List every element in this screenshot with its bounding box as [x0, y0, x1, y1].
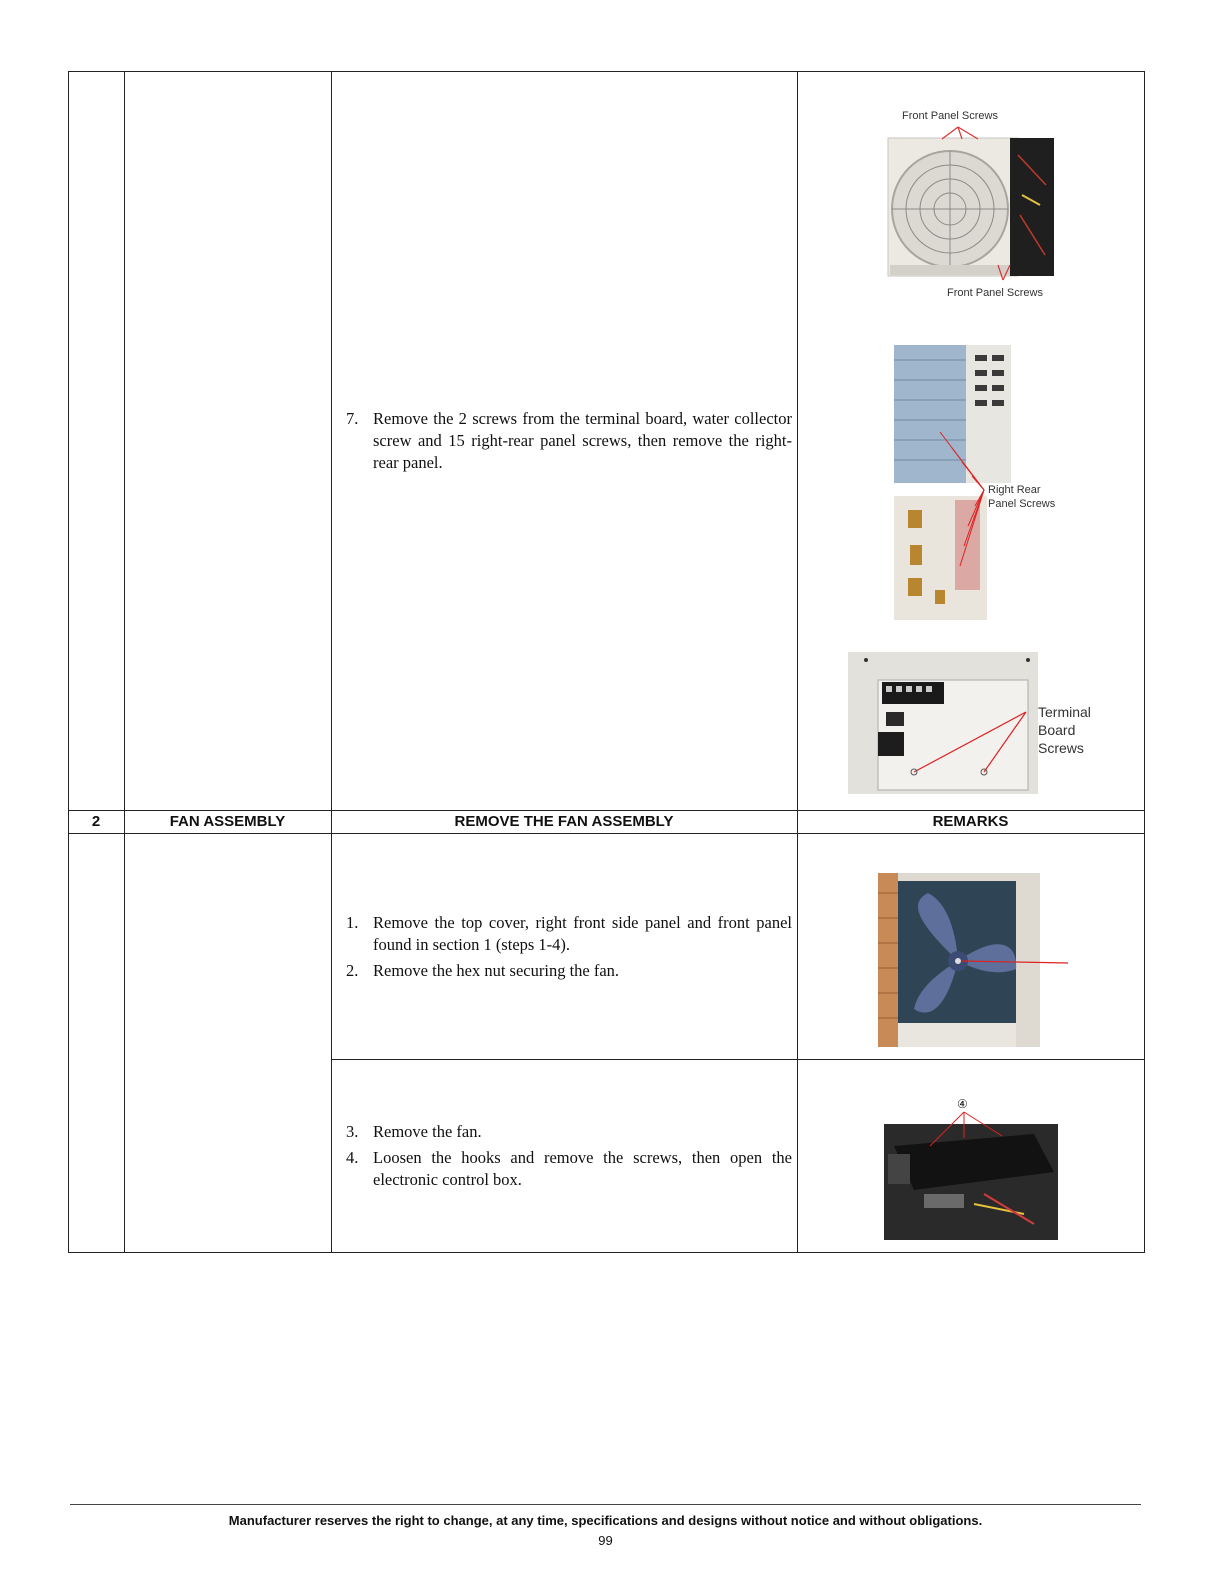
right-rear-label-line1: Right Rear: [988, 484, 1041, 496]
step-text: Remove the hex nut securing the fan.: [373, 961, 620, 980]
step-item: [342, 1147, 792, 1191]
front-panel-label-bottom: Front Panel Screws: [947, 287, 1043, 299]
footer-divider: [70, 1504, 1141, 1505]
step-number: 1.: [346, 913, 359, 932]
right-rear-label-line2: Panel Screws: [988, 498, 1056, 510]
table-bottom-border: [68, 1252, 1145, 1253]
step-item: [342, 1121, 792, 1143]
footer-notice: Manufacturer reserves the right to change, at any time, specifications and designs without notice and without obligations.: [228, 1513, 983, 1528]
step-number: 4.: [346, 1148, 359, 1167]
terminal-board-label-line2: Board: [1038, 722, 1076, 738]
step-text: Loosen the hooks and remove the screws, then open the electronic control box.: [373, 1148, 792, 1189]
column-divider-2: [331, 71, 332, 1252]
step-text: Remove the fan.: [373, 1122, 482, 1141]
step-text: Remove the top cover, right front side panel and front panel found in section 1 (steps 1-4).: [373, 913, 792, 954]
section1-steps: [342, 408, 792, 478]
control-box-marker: ④: [957, 1097, 968, 1111]
page-number: 99: [598, 1533, 613, 1548]
section2-steps-a: [342, 912, 792, 986]
section-number: 2: [91, 813, 101, 830]
step-item: [342, 408, 792, 474]
step-text: Remove the 2 screws from the terminal board, water collector screw and 15 right-rear panel screws, then remove the right-rear panel.: [373, 409, 792, 472]
step-number: 3.: [346, 1122, 359, 1141]
step-item: [342, 960, 792, 982]
step-number: 2.: [346, 961, 359, 980]
section2-steps-b: [342, 1121, 792, 1195]
table-top-border: [68, 71, 1145, 72]
step-number: 7.: [346, 409, 359, 428]
section-remarks-header: REMARKS: [932, 813, 1009, 830]
column-divider-3: [797, 71, 798, 1252]
terminal-board-photo: [848, 652, 1108, 797]
fan-photo: [878, 873, 1073, 1049]
section2-row-divider: [331, 1059, 1145, 1060]
table-left-border: [68, 71, 69, 1252]
header-row-bottom-border: [68, 833, 1145, 834]
control-box-photo: [884, 1094, 1060, 1242]
front-panel-photo: [850, 105, 1080, 305]
section-procedure-title: REMOVE THE FAN ASSEMBLY: [454, 813, 674, 830]
terminal-board-label-line3: Screws: [1038, 740, 1084, 756]
step-item: [342, 912, 792, 956]
column-divider-1: [124, 71, 125, 1252]
table-right-border: [1144, 71, 1145, 1252]
front-panel-label-top: Front Panel Screws: [902, 110, 998, 122]
right-rear-panel-photo: [880, 340, 1080, 625]
section-component-title: FAN ASSEMBLY: [169, 813, 286, 830]
terminal-board-label-line1: Terminal: [1038, 704, 1091, 720]
